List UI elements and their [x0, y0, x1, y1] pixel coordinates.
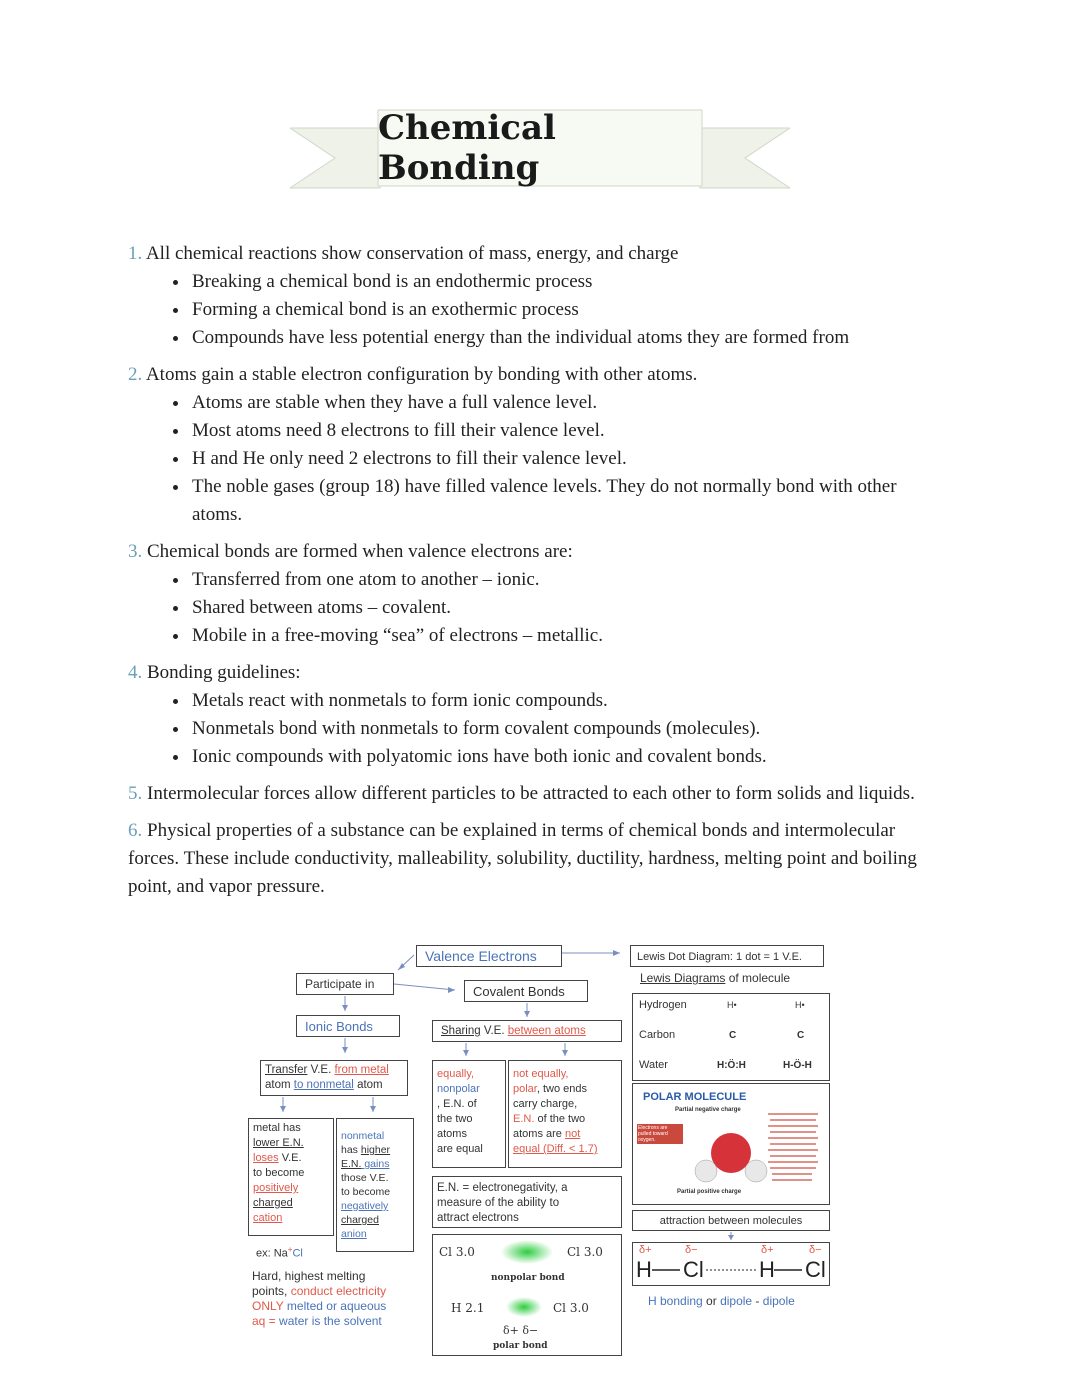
electrons-pulled-note: Electrons are pulled toward oxygen.	[637, 1124, 683, 1144]
h-label: H 2.1	[451, 1301, 485, 1315]
list-item: • Transferred from one atom to another – ionic.	[190, 566, 948, 594]
nonmetal-box	[336, 1118, 414, 1252]
equal-sharing-box	[432, 1060, 506, 1168]
equal-line: are equal	[437, 1143, 483, 1155]
list-item: • Forming a chemical bond is an exothermic process	[190, 296, 948, 324]
hbond-text: H bonding	[648, 1294, 703, 1308]
props-line: melted or aqueous	[283, 1299, 387, 1313]
lewis-mol-b: of molecule	[725, 971, 791, 985]
unequal-line: atoms are	[513, 1128, 565, 1140]
ionic-properties	[252, 1269, 386, 1329]
metal-line: positively	[253, 1182, 299, 1194]
lewis-mol-a: Lewis Diagrams	[640, 971, 726, 985]
valence-electrons-box: Valence Electrons	[416, 945, 562, 967]
metal-line: loses	[253, 1152, 279, 1164]
transfer-ve: V.E.	[307, 1064, 335, 1076]
props-line: points,	[252, 1284, 291, 1298]
transfer-from: from metal	[334, 1064, 389, 1076]
nonmetal-line: nonmetal	[341, 1130, 385, 1142]
nonmetal-line: gains	[361, 1158, 390, 1170]
nonmetal-line: higher	[360, 1144, 391, 1156]
polar-molecule-title: POLAR MOLECULE	[643, 1091, 747, 1103]
nonmetal-line: charged	[341, 1214, 379, 1226]
lewis-dot-box: Lewis Dot Diagram: 1 dot = 1 V.E.	[630, 945, 824, 967]
hcl-atom: Cl	[683, 1257, 704, 1282]
lewis-symbol: H•	[727, 1000, 737, 1010]
example-charge: +	[287, 1245, 293, 1254]
hcl-atom: H	[636, 1257, 652, 1282]
attraction-box: attraction between molecules	[632, 1210, 830, 1231]
unequal-line: not	[564, 1128, 581, 1140]
delta-label: δ−	[809, 1244, 822, 1256]
partial-positive-label: Partial positive charge	[677, 1189, 742, 1195]
unequal-line: not equally,	[513, 1068, 569, 1080]
en-definition-box	[432, 1176, 622, 1228]
hbond-text: dipole	[762, 1294, 795, 1308]
list-item: • The noble gases (group 18) have filled valence levels. They do not normally bond with other atoms.	[190, 473, 948, 529]
metal-line: to become	[253, 1167, 305, 1179]
metal-line: lower E.N.	[253, 1137, 304, 1149]
sharing-between: between atoms	[507, 1025, 586, 1037]
delta-label: δ−	[685, 1244, 698, 1256]
unequal-line: carry charge,	[513, 1098, 578, 1110]
section-number: 4.	[128, 662, 143, 683]
lewis-symbol: C	[729, 1030, 737, 1041]
nonmetal-line: has	[341, 1144, 361, 1156]
lewis-molecule-label	[640, 971, 790, 986]
cl-label: Cl 3.0	[567, 1245, 603, 1259]
lewis-row-label: Water	[639, 1059, 668, 1071]
nonmetal-line: negatively	[341, 1200, 389, 1212]
sharing-box	[432, 1020, 622, 1042]
nonmetal-line: E.N.	[341, 1158, 362, 1170]
metal-line: V.E.	[278, 1152, 302, 1164]
list-item: • H and He only need 2 electrons to fill their valence level.	[190, 445, 948, 473]
partial-negative-label: Partial negative charge	[675, 1107, 741, 1113]
section-number: 2.	[128, 364, 143, 385]
section-text: All chemical reactions show conservation of mass, energy, and charge	[145, 243, 679, 264]
section-text: Chemical bonds are formed when valence electrons are:	[147, 541, 573, 562]
list-item: • Nonmetals bond with nonmetals to form covalent compounds (molecules).	[190, 715, 948, 743]
delta-label: δ+ δ−	[503, 1324, 539, 1337]
polar-bond-label: polar bond	[493, 1341, 548, 1351]
section-number: 6.	[128, 820, 143, 841]
transfer-atom: atom	[265, 1079, 294, 1091]
hcl-atom: Cl	[805, 1257, 826, 1282]
sharing-ve: V.E.	[480, 1025, 508, 1037]
cl-label: Cl 3.0	[439, 1245, 475, 1259]
en-line: measure of the ability to	[437, 1197, 560, 1209]
metal-box	[248, 1118, 334, 1236]
hbond-label	[648, 1294, 795, 1309]
participate-box: Participate in	[296, 973, 394, 995]
metal-line: cation	[253, 1212, 283, 1224]
hbond-text: or	[702, 1294, 721, 1308]
equal-line: , E.N. of	[437, 1098, 477, 1110]
section-text: Atoms gain a stable electron configuration by bonding with other atoms.	[145, 364, 698, 385]
unequal-line: of the two	[534, 1113, 586, 1125]
hbond-text: -	[752, 1294, 763, 1308]
en-line: attract electrons	[437, 1212, 519, 1224]
list-item: • Mobile in a free-moving “sea” of electrons – metallic.	[190, 622, 948, 650]
page-title: Chemical Bonding	[378, 108, 556, 188]
electron-cloud-icons	[432, 1234, 622, 1356]
unequal-line: polar	[513, 1083, 537, 1095]
unequal-line: , two ends	[536, 1083, 587, 1095]
nonmetal-line: to become	[341, 1186, 391, 1198]
example-nacl	[256, 1242, 303, 1262]
en-line: E.N. = electronegativity, a	[437, 1182, 568, 1194]
lewis-symbol: H•	[795, 1000, 805, 1010]
nonpolar-bond-label: nonpolar bond	[491, 1273, 565, 1283]
hcl-bond-lines	[632, 1242, 830, 1286]
cl-label: Cl 3.0	[553, 1301, 589, 1315]
ionic-bonds-box: Ionic Bonds	[296, 1015, 400, 1037]
unequal-line: E.N.	[513, 1113, 535, 1125]
list-item: • Atoms are stable when they have a full valence level.	[190, 389, 948, 417]
nonmetal-line: those V.E.	[341, 1172, 389, 1184]
equal-line: atoms	[437, 1128, 467, 1140]
unequal-sharing-box	[508, 1060, 622, 1168]
props-line: aq =	[252, 1314, 280, 1328]
props-line: Hard, highest melting	[252, 1269, 366, 1283]
delta-label: δ+	[761, 1244, 774, 1256]
transfer-to: to nonmetal	[293, 1079, 354, 1091]
equal-line: the two	[437, 1113, 473, 1125]
lewis-symbol: H:Ö:H	[717, 1060, 746, 1071]
props-line: conduct electricity	[290, 1284, 387, 1298]
section-text: Bonding guidelines:	[147, 662, 301, 683]
transfer-word: Transfer	[265, 1064, 308, 1076]
lewis-row-label: Carbon	[639, 1029, 676, 1041]
section-text: Physical properties of a substance can be explained in terms of chemical bonds and intermolecular forces. These include conductivity, malleability, solubility, ductility, hardness, melting point and boiling point, and vapor pressure.	[128, 820, 917, 897]
water-molecule-icon	[632, 1083, 830, 1205]
list-item: • Most atoms need 8 electrons to fill their valence level.	[190, 417, 948, 445]
list-item: • Ionic compounds with polyatomic ions have both ionic and covalent bonds.	[190, 743, 948, 771]
delta-label: δ+	[639, 1244, 652, 1256]
section-number: 1.	[128, 243, 143, 264]
lewis-symbol: C	[797, 1030, 805, 1041]
nonmetal-line: anion	[341, 1228, 367, 1240]
props-line: ONLY	[252, 1299, 284, 1313]
metal-line: charged	[253, 1197, 293, 1209]
props-line: water is the solvent	[279, 1314, 382, 1328]
section-number: 3.	[128, 541, 143, 562]
unequal-line: equal (Diff. < 1.7)	[513, 1143, 598, 1155]
list-item: • Breaking a chemical bond is an endothermic process	[190, 268, 948, 296]
covalent-bonds-box: Covalent Bonds	[464, 980, 588, 1002]
lewis-row-label: Hydrogen	[639, 999, 687, 1011]
hbond-text: dipole	[720, 1294, 753, 1308]
metal-line: metal has	[253, 1122, 301, 1134]
equal-line: nonpolar	[437, 1083, 480, 1095]
transfer-box	[260, 1060, 408, 1096]
section-number: 5.	[128, 783, 143, 804]
example-text: Cl	[292, 1247, 303, 1260]
example-text: ex: Na	[256, 1247, 288, 1260]
hcl-atom: H	[759, 1257, 775, 1282]
lewis-symbol: H-Ö-H	[783, 1060, 812, 1071]
lewis-table	[632, 993, 830, 1081]
transfer-atom2: atom	[353, 1079, 383, 1091]
equal-line: equally,	[437, 1068, 475, 1080]
sharing-word: Sharing	[441, 1025, 481, 1037]
section-text: Intermolecular forces allow different particles to be attracted to each other to form solids and liquids.	[147, 783, 915, 804]
list-item: • Shared between atoms – covalent.	[190, 594, 948, 622]
list-item: • Compounds have less potential energy than the individual atoms they are formed from	[190, 324, 948, 352]
list-item: • Metals react with nonmetals to form ionic compounds.	[190, 687, 948, 715]
